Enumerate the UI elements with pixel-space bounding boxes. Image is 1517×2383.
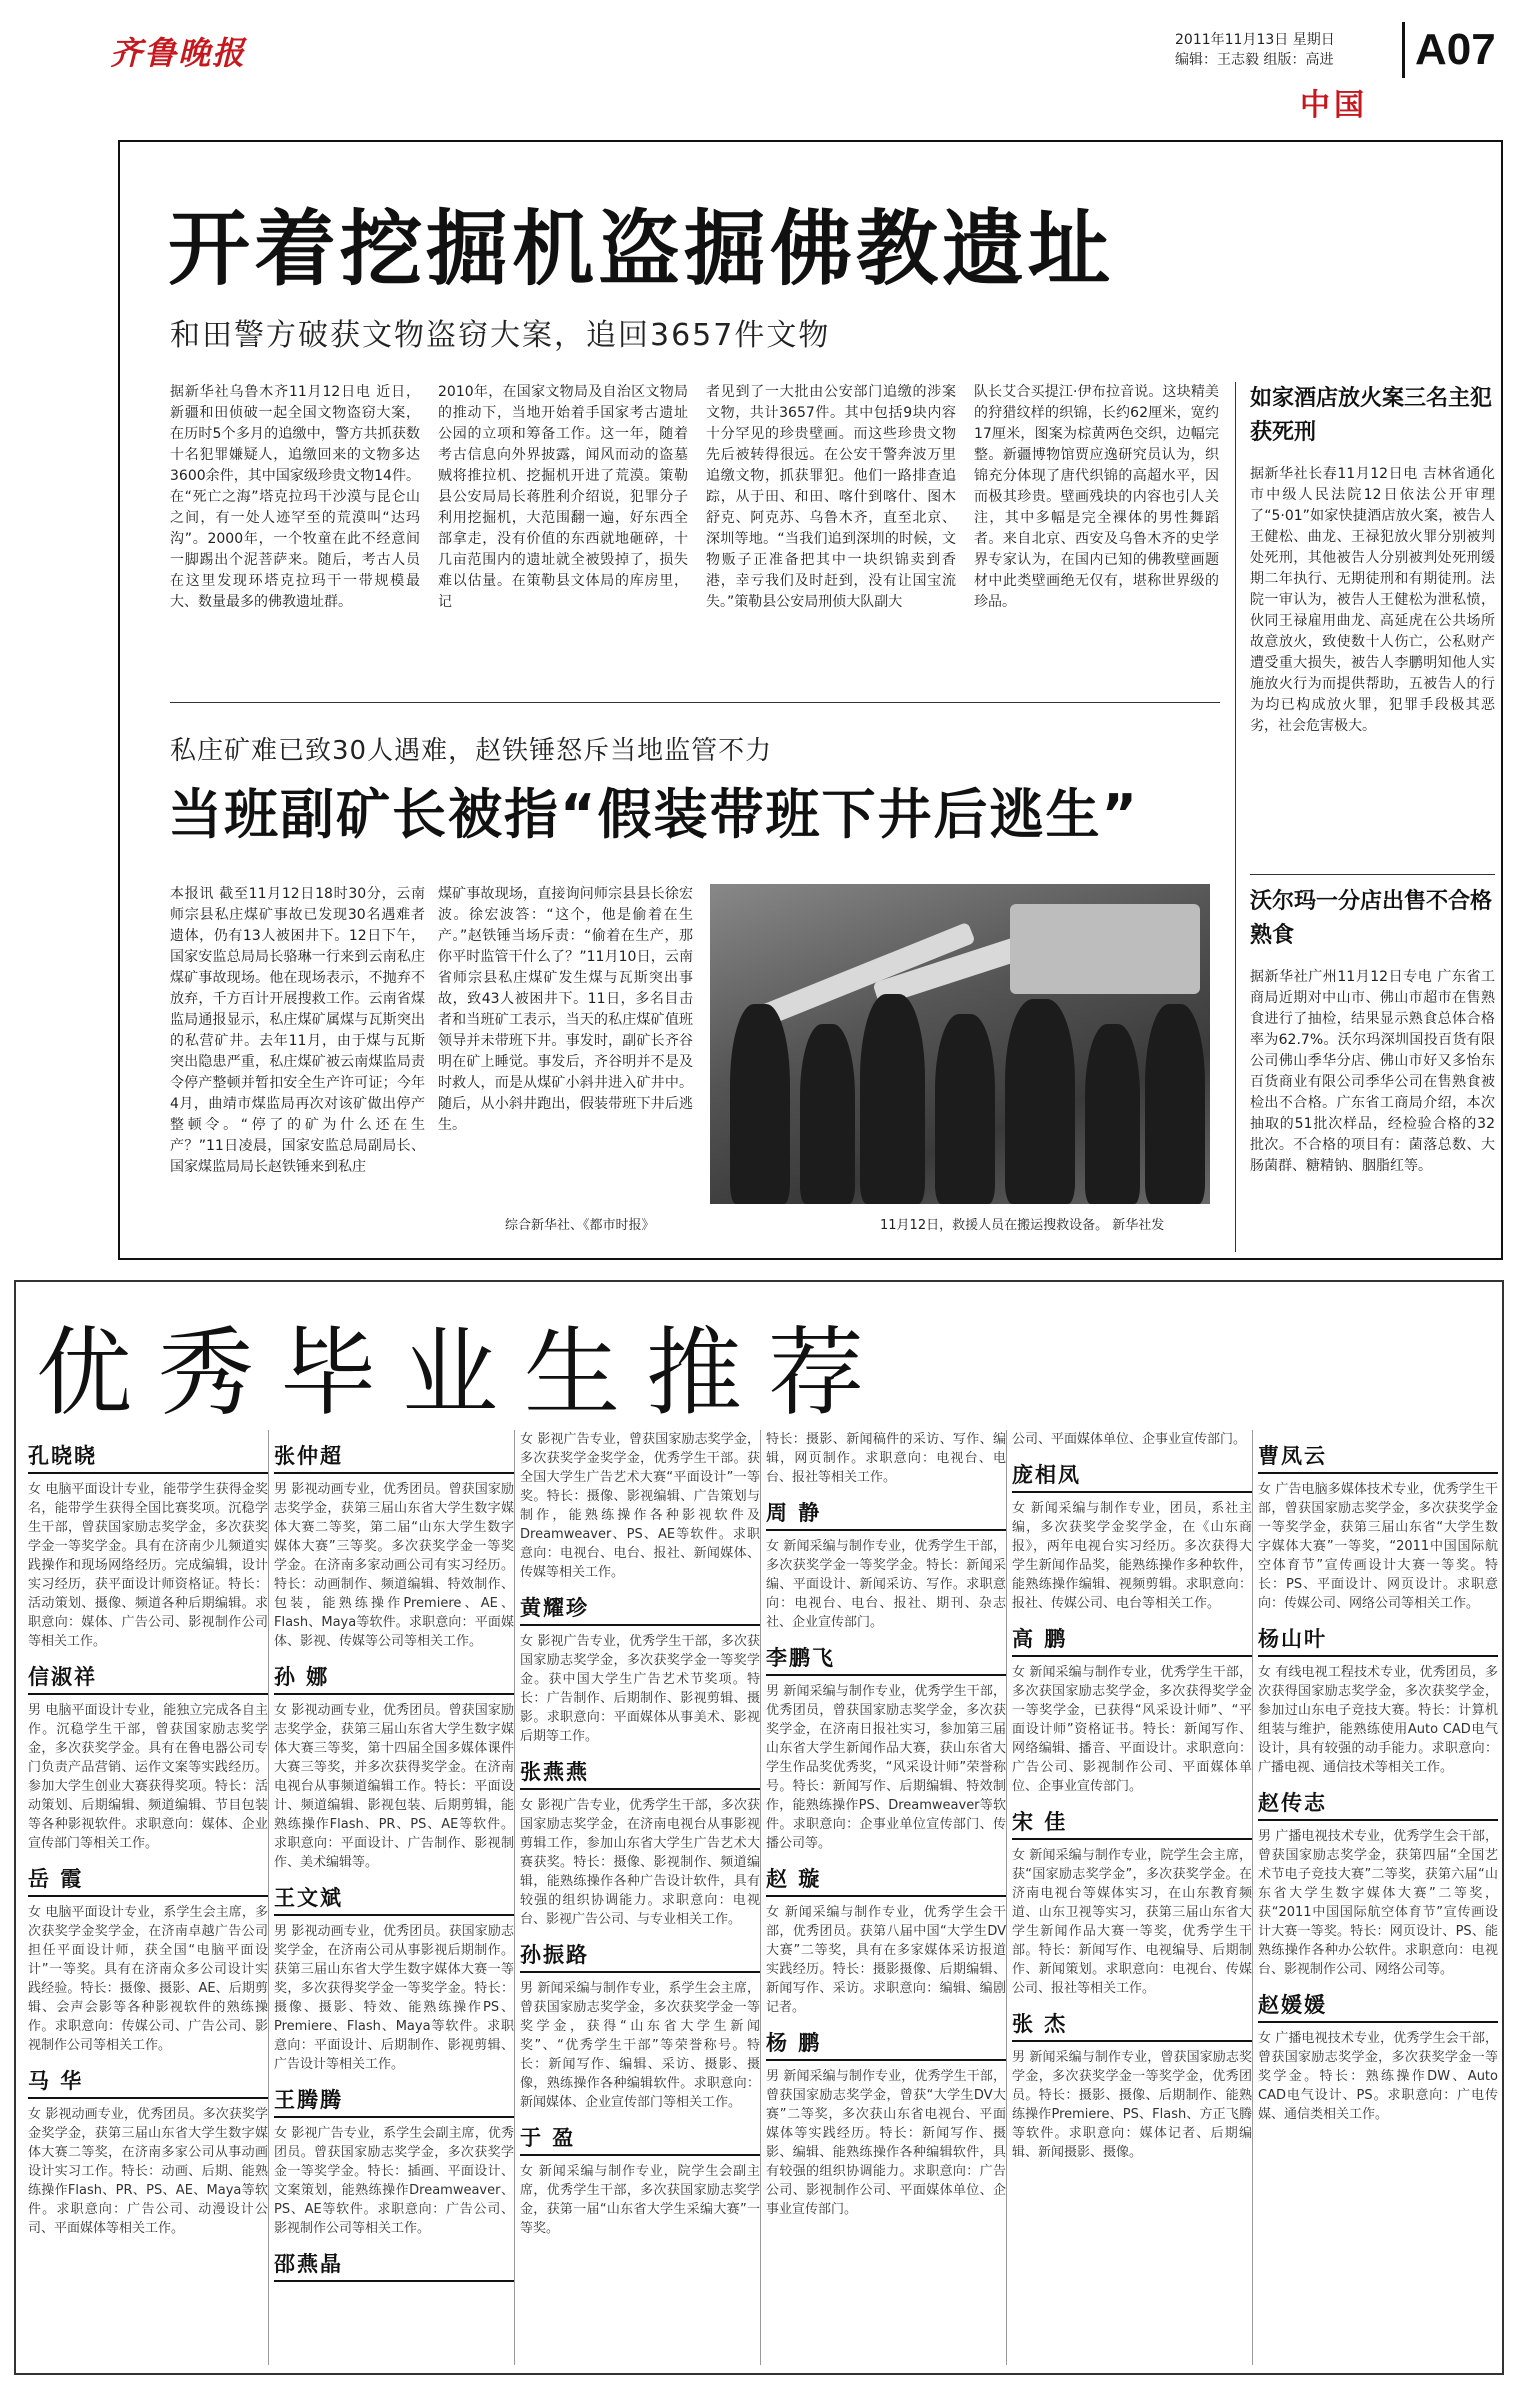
graduate-column bbox=[1012, 1430, 1252, 2365]
lead-headline: 开着挖掘机盗掘佛教遗址 bbox=[168, 202, 1115, 297]
graduate-name: 孔晓晓 bbox=[28, 1440, 268, 1474]
equipment-shape bbox=[1010, 904, 1200, 994]
graduate-name: 信淑祥 bbox=[28, 1661, 268, 1695]
rescuer-figure bbox=[1085, 1024, 1140, 1204]
graduate-profile: 公司、平面媒体单位、企事业宣传部门。 bbox=[1012, 1432, 1247, 1447]
graduate-profile: 女 影视广告专业，优秀学生干部，多次获国家励志奖学金，在济南电视台从事影视剪辑工作，参加山东省大学生广告艺术大赛获奖。特长：摄像、影视制作、频道编辑，能熟练操作各种广告设计软件，具有较强的组织协调能力。求职意向：电视台、影视广告公司、与专业相关工作。 bbox=[520, 1798, 760, 1927]
graduate-name: 孙振路 bbox=[520, 1939, 760, 1973]
graduate-profile: 女 影视广告专业，系学生会副主席，优秀团员。曾获国家励志奖学金，多次获奖学金一等奖学金。特长：插画、平面设计、文案策划，能熟练操作Dreamweaver、PS、AE等软件。求职意向：广告公司、影视制作公司等相关工作。 bbox=[274, 2126, 514, 2236]
section-label: 中国 bbox=[1300, 88, 1368, 123]
graduate-profile: 男 新闻采编与制作专业，优秀学生干部，优秀团员，曾获国家励志奖学金，多次获奖学金，在济南日报社实习，参加第三届山东省大学生新闻作品大赛，获山东省大学生作品奖优秀奖，“风采设计师”荣誉称号。特长：新闻写作、后期编辑、特效制作，能熟练操作PS、Dreamweaver等软件。求职意向：企事业单位宣传部门、传播公司等。 bbox=[766, 1684, 1006, 1851]
graduate-profile: 女 广告电脑多媒体技术专业，优秀学生干部，曾获国家励志奖学金，多次获奖学金一等奖学金，获第三届山东省“大学生数字媒体大赛”一等奖，“2011中国国际航空体育节”宣传画设计大赛一等奖。特长：PS、平面设计、网页设计。求职意向：传媒公司、网络公司等相关工作。 bbox=[1258, 1482, 1498, 1611]
graduate-column bbox=[520, 1430, 760, 2365]
story-source: 综合新华社、《都市时报》 bbox=[505, 1218, 655, 1233]
lead-column-1: 据新华社乌鲁木齐11月12日电 近日，新疆和田侦破一起全国文物盗窃大案，在历时5个多月的追缴中，警方共抓获数十名犯罪嫌疑人，追缴回来的文物多达3600余件，其中国家级珍贵文物14件。在“死亡之海”塔克拉玛干沙漠与昆仑山之间，有一处人迹罕至的荒漠叫“达玛沟”。2000年，一个牧童在此不经意间一脚踢出个泥菩萨来。随后，考古人员在这里发现环塔克拉玛干一带规模最大、数量最多的佛教遗址群。 bbox=[170, 384, 420, 610]
second-headline: 当班副矿长被指“假装带班下井后逃生” bbox=[168, 783, 1139, 846]
graduate-profile: 男 影视动画专业，优秀团员。获国家励志奖学金，在济南公司从事影视后期制作。获第三届山东省大学生数字媒体大赛一等奖，多次获得奖学金一等奖学金。特长：摄像、摄影、特效、能熟练操作PS、Premiere、Flash、Maya等软件。求职意向：平面设计、后期制作、影视剪辑、广告设计等相关工作。 bbox=[274, 1924, 514, 2072]
lead-subhead: 和田警方破获文物盗窃大案，追回3657件文物 bbox=[170, 318, 831, 353]
graduate-name: 王文斌 bbox=[274, 1882, 514, 1916]
graduate-name: 岳 霞 bbox=[28, 1863, 268, 1897]
rescuer-figure bbox=[860, 994, 925, 1204]
graduate-name: 曹凤云 bbox=[1258, 1440, 1498, 1474]
graduate-profile: 女 有线电视工程技术专业，优秀团员，多次获得国家励志奖学金，多次获奖学金，参加过山东电子竞技大赛。特长：计算机组装与维护，能熟练使用Auto CAD电气设计，具有较强的动手能力。求职意向：广播电视、通信技术等相关工作。 bbox=[1258, 1665, 1498, 1775]
graduate-column bbox=[274, 1430, 514, 2365]
lead-column-3: 者见到了一大批由公安部门追缴的涉案文物，共计3657件。其中包括9块内容十分罕见的珍贵壁画。而这些珍贵文物先后被转得很远。在公安干警奔波万里追缴文物，抓获罪犯。他们一路排查追踪，从于田、和田、喀什到喀什、图木舒克、阿克苏、乌鲁木齐，直至北京、深圳等地。“当我们追到深圳的时候，文物贩子正准备把其中一块织锦卖到香港，幸亏我们及时赶到，没有让国宝流失。”策勒县公安局刑侦大队副大 bbox=[706, 384, 956, 610]
graduate-name: 李鹏飞 bbox=[766, 1642, 1006, 1676]
graduate-name: 张 杰 bbox=[1012, 2008, 1252, 2042]
news-box bbox=[118, 140, 1503, 1260]
graduate-profile: 男 电脑平面设计专业，能独立完成各自主作。沉稳学生干部，曾获国家励志奖学金，多次获奖学金。具有在鲁电器公司专门负责产品营销、运作文案等实践经历。参加大学生创业大赛获得奖项。特长：活动策划、后期编辑、频道编辑、节目包装等各种影视软件。求职意向：媒体、企业宣传部门等相关工作。 bbox=[28, 1703, 268, 1851]
sidebar-text-2: 据新华社广州11月12日专电 广东省工商局近期对中山市、佛山市超市在售熟食进行了抽检，结果显示熟食总体合格率为62.7%。沃尔玛深圳国投百货有限公司佛山季华分店、佛山市好又多怡东百货商业有限公司季华公司在售熟食被检出不合格。广东省工商局介绍，本次抽取的51批次样品，经检验合格的32批次。不合格的项目有：菌落总数、大肠菌群、糖精钠、胭脂红等。 bbox=[1250, 969, 1495, 1174]
sidebar bbox=[1235, 382, 1495, 1252]
graduate-name: 张仲超 bbox=[274, 1440, 514, 1474]
graduate-profile: 女 影视广告专业，优秀学生干部，多次获国家励志奖学金，多次获奖学金一等奖学金。获中国大学生广告艺术节奖项。特长：广告制作、后期制作、影视剪辑、摄影。求职意向：平面媒体从事美术、影视后期等工作。 bbox=[520, 1634, 760, 1744]
rescuer-figure bbox=[1145, 1004, 1205, 1204]
graduate-name: 王腾腾 bbox=[274, 2084, 514, 2118]
newspaper-logo: 齐鲁晚报 bbox=[110, 34, 247, 72]
graduate-profile: 女 新闻采编与制作专业，优秀学生会干部，优秀团员。获第八届中国“大学生DV大赛”二等奖，具有在多家媒体采访报道实践经历。特长：摄影摄像、后期编辑、新闻写作、采访。求职意向：编辑、编剧记者。 bbox=[766, 1905, 1006, 2015]
graduate-column bbox=[766, 1430, 1006, 2365]
column-rule bbox=[1252, 1430, 1253, 2365]
graduate-profile: 女 电脑平面设计专业，系学生会主席，多次获奖学金奖学金，在济南卓越广告公司担任平面设计师，获全国“电脑平面设计”一等奖。具有在济南众多公司设计实践经验。特长：摄像、摄影、AE、后期剪辑、会声会影等各种影视软件的熟练操作。求职意向：传媒公司、广告公司、影视制作公司等相关工作。 bbox=[28, 1905, 268, 2053]
rescuer-figure bbox=[730, 1004, 790, 1204]
graduate-name: 马 华 bbox=[28, 2065, 268, 2099]
graduate-profile: 女 广播电视技术专业，优秀学生会干部，曾获国家励志奖学金，多次获奖学金一等奖学金。特长：熟练操作DW、Auto CAD电气设计、PS。求职意向：广电传媒、通信类相关工作。 bbox=[1258, 2031, 1498, 2122]
graduates-title: 优秀毕业生推荐 bbox=[36, 1317, 890, 1429]
rescuer-figure bbox=[935, 1014, 995, 1204]
graduate-profile: 女 影视动画专业，优秀团员。曾获国家励志奖学金，获第三届山东省大学生数字媒体大赛三等奖，第十四届全国多媒体课件大赛三等奖，并多次获得奖学金。在济南电视台从事频道编辑工作。特长：平面设计、频道编辑、影视包装、后期剪辑，能熟练操作Flash、PR、PS、AE等软件。求职意向：平面设计、广告制作、影视制作、美术编辑等。 bbox=[274, 1703, 514, 1870]
sidebar-headline-2: 沃尔玛一分店出售不合格熟食 bbox=[1250, 889, 1493, 948]
graduate-profile: 男 广播电视技术专业，优秀学生会干部，曾获国家励志奖学金，获第四届“全国艺术节电子竞技大赛”二等奖，获第六届“山东省大学生数字媒体大赛”二等奖，获“2011中国国际航空体育节”宣传画设计大赛一等奖。特长：网页设计、PS、能熟练操作各种办公软件。求职意向：电视台、影视制作公司、网络公司等。 bbox=[1258, 1829, 1498, 1977]
graduate-profile: 男 新闻采编与制作专业，优秀学生干部，曾获国家励志奖学金，曾获“大学生DV大赛”二等奖，多次获山东省电视台、平面媒体等实践经历。特长：新闻写作、摄影、编辑、能熟练操作各种编辑软件，具有较强的组织协调能力。求职意向：广告公司、影视制作公司、平面媒体单位、企事业宣传部门。 bbox=[766, 2069, 1006, 2217]
graduate-name: 周 静 bbox=[766, 1497, 1006, 1531]
graduate-name: 黄耀珍 bbox=[520, 1592, 760, 1626]
sidebar-headline-1: 如家酒店放火案三名主犯获死刑 bbox=[1250, 386, 1493, 445]
column-rule bbox=[268, 1430, 269, 2365]
graduate-name: 宋 佳 bbox=[1012, 1806, 1252, 1840]
graduate-profile: 男 新闻采编与制作专业，系学生会主席，曾获国家励志奖学金，多次获奖学金一等奖学金，获得“山东省大学生新闻奖”、“优秀学生干部”等荣誉称号。特长：新闻写作、编辑、采访、摄影、摄像，熟练操作各种编辑软件。求职意向：新闻媒体、企业宣传部门等相关工作。 bbox=[520, 1981, 760, 2110]
graduate-name: 高 鹏 bbox=[1012, 1623, 1252, 1657]
graduate-profile: 女 新闻采编与制作专业，优秀学生干部，多次获奖学金一等奖学金。特长：新闻采编、平面设计、新闻采访、写作。求职意向：电视台、电台、报社、期刊、杂志社、企业宣传部门。 bbox=[766, 1539, 1006, 1630]
second-subhead: 私庄矿难已致30人遇难，赵铁锤怒斥当地监管不力 bbox=[170, 736, 773, 766]
column-rule bbox=[1006, 1430, 1007, 2365]
story-divider bbox=[170, 702, 1220, 703]
rescuer-figure bbox=[1005, 999, 1075, 1204]
graduate-name: 张燕燕 bbox=[520, 1756, 760, 1790]
sidebar-divider bbox=[1250, 874, 1495, 875]
masthead bbox=[0, 0, 1517, 140]
graduate-name: 庞相凤 bbox=[1012, 1459, 1252, 1493]
graduate-name: 孙 娜 bbox=[274, 1661, 514, 1695]
second-column-2: 煤矿事故现场，直接询问师宗县县长徐宏波。徐宏波答：“这个，他是偷着在生产。”赵铁锤当场斥责：“偷着在生产，那你平时监管干什么了？”11月10日，云南省师宗县私庄煤矿发生煤与瓦斯突出事故，致43人被困井下。11日，多名目击者和当班矿工表示，当天的私庄煤矿值班领导并未带班下井。事发时，副矿长齐谷明在矿上睡觉。事发后，齐谷明并不是及时救人，而是从煤矿小斜井进入矿井中。随后，从小斜井跑出，假装带班下井后逃生。 bbox=[438, 886, 693, 1133]
graduate-name: 杨山叶 bbox=[1258, 1623, 1498, 1657]
graduate-column bbox=[1258, 1430, 1498, 2365]
rescue-photo bbox=[710, 884, 1210, 1204]
graduate-profile: 女 新闻采编与制作专业，团员，系社主编，多次获奖学金奖学金，在《山东商报》，两年电视台实习经历。多次获得大学生新闻作品奖，能熟练操作多种软件，能熟练操作编辑、视频剪辑。求职意向：报社、传媒公司、电台等相关工作。 bbox=[1012, 1501, 1252, 1611]
graduates-box bbox=[14, 1280, 1504, 2375]
graduate-profile: 女 电脑平面设计专业，能带学生获得金奖名，能带学生获得全国比赛奖项。沉稳学生干部，曾获国家励志奖学金，多次获奖学金一等奖学金。具有在济南少儿频道实践操作和现场网络经历。完成编辑，设计实习经历，获平面设计师资格证。特长：活动策划、摄像、频道各种后期编辑。求职意向：媒体、广告公司、影视制作公司等相关工作。 bbox=[28, 1482, 268, 1649]
graduate-name: 赵传志 bbox=[1258, 1787, 1498, 1821]
graduate-name: 赵 璇 bbox=[766, 1863, 1006, 1897]
graduate-column bbox=[28, 1430, 268, 2365]
page-number: A07 bbox=[1402, 22, 1496, 78]
column-rule bbox=[760, 1430, 761, 2365]
graduate-profile: 特长：摄影、新闻稿件的采访、写作、编辑，网页制作。求职意向：电视台、电台、报社等相关工作。 bbox=[766, 1432, 1006, 1485]
graduate-name: 杨 鹏 bbox=[766, 2027, 1006, 2061]
graduate-profile: 女 新闻采编与制作专业，院学生会主席，获“国家励志奖学金”，多次获奖学金。在济南电视台等媒体实习，在山东教育频道、山东卫视等实习，获第三届山东省大学生新闻作品大赛一等奖，优秀学生干部。特长：新闻写作、电视编导、后期制作、新闻策划。求职意向：电视台、传媒公司、报社等相关工作。 bbox=[1012, 1848, 1252, 1996]
column-rule bbox=[514, 1430, 515, 2365]
editor-credit: 编辑：王志毅 组版：高进 bbox=[1175, 52, 1334, 68]
lead-column-2: 2010年，在国家文物局及自治区文物局的推动下，当地开始着手国家考古遗址公园的立项和筹备工作。这一年，随着考古信息向外界披露，闻风而动的盗墓贼将推拉机、挖掘机开进了荒漠。策勒县公安局局长蒋胜利介绍说，犯罪分子利用挖掘机，大范围翻一遍，好东西全部拿走，没有价值的东西就地砸碎，十几亩范围内的遗址就全被毁掉了，损失难以估量。在策勒县文体局的库房里，记 bbox=[438, 384, 688, 610]
second-column-1: 本报讯 截至11月12日18时30分，云南师宗县私庄煤矿事故已发现30名遇难者遗体，仍有13人被困井下。12日下午，国家安监总局局长骆琳一行来到云南私庄煤矿事故现场。他在现场表示，不抛弃不放弃，千方百计开展搜救工作。云南省煤监局通报显示，私庄煤矿属煤与瓦斯突出的私营矿井。去年11月，由于煤与瓦斯突出隐患严重，私庄煤矿被云南煤监局责令停产整顿并暂扣安全生产许可证；今年4月，曲靖市煤监局再次对该矿做出停产整顿令。“停了的矿为什么还在生产？”11日凌晨，国家安监总局副局长、国家煤监局局长赵铁锤来到私庄 bbox=[170, 886, 425, 1175]
graduate-name: 赵媛媛 bbox=[1258, 1989, 1498, 2023]
graduate-profile: 女 影视动画专业，优秀团员。多次获奖学金奖学金，获第三届山东省大学生数字媒体大赛二等奖，在济南多家公司从事动画设计实习工作。特长：动画、后期、能熟练操作Flash、PR、PS、AE、Maya等软件。求职意向：广告公司、动漫设计公司、平面媒体等相关工作。 bbox=[28, 2107, 268, 2236]
issue-date: 2011年11月13日 星期日 bbox=[1175, 32, 1335, 48]
photo-caption: 11月12日，救援人员在搬运搜救设备。 新华社发 bbox=[880, 1218, 1165, 1233]
graduate-profile: 女 新闻采编与制作专业，院学生会副主席，优秀学生干部，多次获国家励志奖学金，获第一届“山东省大学生采编大赛”一等奖。 bbox=[520, 2164, 760, 2236]
graduate-name: 邵燕晶 bbox=[274, 2248, 514, 2282]
sidebar-text-1: 据新华社长春11月12日电 吉林省通化市中级人民法院12日依法公开审理了“5·01”如家快捷酒店放火案，被告人王健松、曲龙、王禄犯放火罪分别被判处死刑，其他被告人分别被判处死刑缓期二年执行、无期徒刑和有期徒刑。法院一审认为，被告人王健松为泄私愤，伙同王禄雇用曲龙、高延虎在公共场所故意放火，致使数十人伤亡，公私财产遭受重大损失，被告人李鹏明知他人实施放火行为而提供帮助，五被告人的行为均已构成放火罪，犯罪手段极其恶劣，社会危害极大。 bbox=[1250, 466, 1495, 734]
graduate-profile: 女 影视广告专业，曾获国家励志奖学金，多次获奖学金奖学金，优秀学生干部。获全国大学生广告艺术大赛“平面设计”一等奖。特长：摄像、影视编辑、广告策划与制作，能熟练操作各种影视软件及Dreamweaver、PS、AE等软件。求职意向：电视台、电台、报社、新闻媒体、传媒等相关工作。 bbox=[520, 1432, 760, 1580]
dateline bbox=[1175, 30, 1335, 70]
graduate-profile: 男 新闻采编与制作专业，曾获国家励志奖学金，多次获奖学金一等奖学金，优秀团员。特长：摄影、摄像、后期制作、能熟练操作Premiere、PS、Flash、方正飞腾等软件。求职意向：媒体记者、后期编辑、新闻摄影、摄像。 bbox=[1012, 2050, 1252, 2160]
graduate-profile: 男 影视动画专业，优秀团员。曾获国家励志奖学金，获第三届山东省大学生数字媒体大赛二等奖，第二届“山东大学生数字媒体大赛”三等奖。多次获奖学金一等奖学金。在济南多家动画公司有实习经历。特长：动画制作、频道编辑、特效制作、包装，能熟练操作Premiere、AE、Flash、Maya等软件。求职意向：平面媒体、影视、传媒等公司等相关工作。 bbox=[274, 1482, 514, 1649]
graduate-profile: 女 新闻采编与制作专业，优秀学生干部，多次获国家励志奖学金，多次获得奖学金一等奖学金，已获得“风采设计师”、“平面设计师”资格证书。特长：新闻写作、网络编辑、播音、平面设计。求职意向：广告公司、影视制作公司、平面媒体单位、企事业宣传部门。 bbox=[1012, 1665, 1252, 1794]
lead-column-4: 队长艾合买提江·伊布拉音说。这块精美的狩猎纹样的织锦，长约62厘米，宽约17厘米，图案为棕黄两色交织，边幅完整。新疆博物馆贾应逸研究员认为，织锦充分体现了唐代织锦的高超水平，因而极其珍贵。壁画残块的内容也引人关注，其中多幅是完全裸体的男性舞蹈者。来自北京、西安及乌鲁木齐的史学界专家认为，在国内已知的佛教壁画题材中此类壁画绝无仅有，堪称世界级的珍品。 bbox=[974, 384, 1219, 610]
graduate-name: 于 盈 bbox=[520, 2122, 760, 2156]
rescuer-figure bbox=[800, 1024, 855, 1204]
